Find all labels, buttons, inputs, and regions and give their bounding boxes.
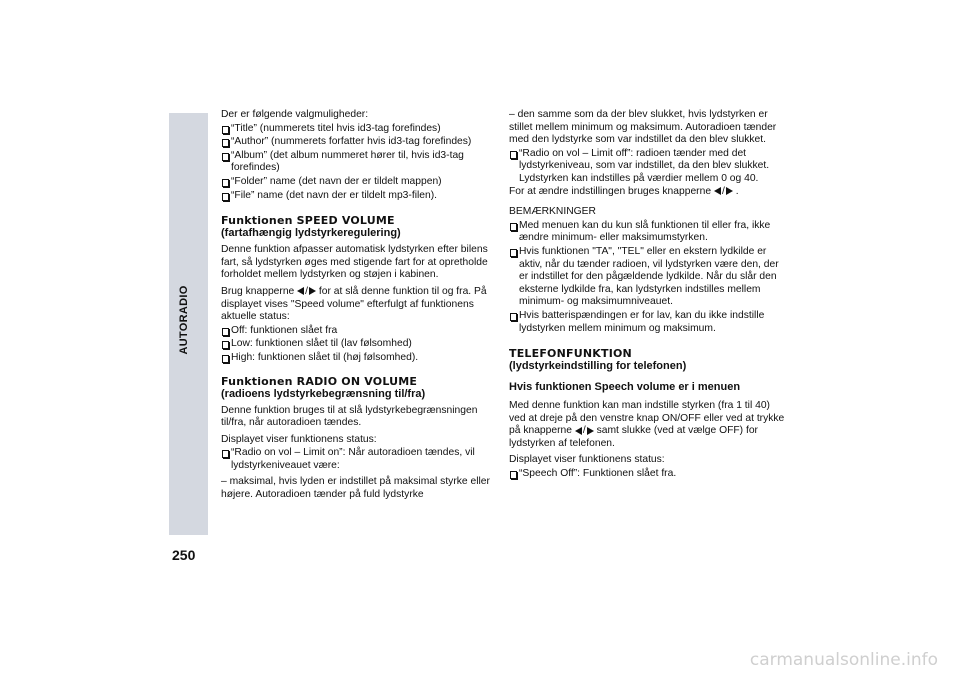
left-right-arrow-icons: / bbox=[714, 186, 733, 199]
section-label-text: AUTORADIO bbox=[178, 285, 190, 355]
note-item: Hvis funktionen "TA", "TEL" eller en ekstern lydkilde er aktiv, når du tænder radioen, vil lydstyrken være den, der er indstillet for den pågældende lydkilde. Når du slår den eksterne lydkilde fra, kan lydstyrken indstilles mellem minimum- og maksimumniveauet. bbox=[509, 246, 786, 309]
option-item: “Title” (nummerets titel hvis id3-tag forefindes) bbox=[221, 123, 497, 136]
speech-status-intro: Displayet viser funktionens status: bbox=[509, 454, 665, 466]
speech-volume-paragraph bbox=[509, 400, 786, 450]
arrow-left-icon bbox=[714, 187, 721, 195]
radio-volume-max-text: – maksimal, hvis lyden er indstillet på maksimal styrke eller højere. Autoradioen tænder på fuld lydstyrke bbox=[221, 476, 490, 501]
speed-volume-paragraph: Denne funktion afpasser automatisk lydstyrken efter bilens fart, så lydstyrken øges med stigende fart for at opretholde forholdet mellem lydstyrken og støjen i kabinen. bbox=[221, 244, 488, 281]
arrow-right-icon bbox=[726, 187, 733, 195]
radio-on-volume-heading: Funktionen RADIO ON VOLUME bbox=[221, 374, 418, 388]
speech-option: “Speech Off”: Funktionen slået fra. bbox=[509, 468, 786, 481]
option-item: “Folder” name (det navn der er tildelt mappen) bbox=[221, 176, 497, 189]
speed-option: Low: funktionen slået til (lav følsomhed) bbox=[221, 338, 497, 351]
note-item: Med menuen kan du kun slå funktionen til eller fra, ikke ændre minimum- eller maksimumstyrken. bbox=[509, 220, 786, 245]
radio-on-volume-subheading: (radioens lydstyrkebegrænsning til/fra) bbox=[221, 387, 426, 400]
speed-volume-subheading: (fartafhængig lydstyrkeregulering) bbox=[221, 227, 401, 240]
option-item: “File” name (det navn der er tildelt mp3-filen). bbox=[221, 190, 497, 203]
change-text-b: . bbox=[735, 185, 739, 197]
speed-option: Off: funktionen slået fra bbox=[221, 325, 497, 338]
page-number: 250 bbox=[172, 547, 196, 563]
notes-heading: BEMÆRKNINGER bbox=[509, 206, 596, 218]
telephone-heading: TELEFONFUNKTION bbox=[509, 347, 632, 361]
instruction-text-a: Brug knapperne bbox=[221, 285, 295, 297]
option-item: “Author” (nummerets forfatter hvis id3-tag forefindes) bbox=[221, 136, 497, 149]
arrow-right-icon bbox=[587, 427, 594, 435]
speed-volume-instruction bbox=[221, 286, 497, 324]
change-setting-instruction bbox=[509, 186, 786, 199]
radio-volume-status-intro: Displayet viser funktionens status: bbox=[221, 433, 377, 445]
left-right-arrow-icons: / bbox=[575, 425, 594, 438]
arrow-right-icon bbox=[309, 287, 316, 295]
speed-option: High: funktionen slået til (høj følsomhed). bbox=[221, 352, 497, 365]
arrow-left-icon bbox=[575, 427, 582, 435]
radio-volume-same-text: – den samme som da der blev slukket, hvis lydstyrken er stillet mellem minimum og maksimum. Autoradioen tænder med den lydstyrke som var indstillet da den blev slukket. bbox=[509, 109, 777, 146]
speech-text-a: Med denne funktion kan man indstille styrken (fra 1 til 40) ved at dreje på den venstre knap ON/OFF eller ved at trykke på knapperne bbox=[509, 400, 785, 437]
radio-volume-option: “Radio on vol – Limit on”: Når autoradioen tændes, vil lydstyrkeniveauet være: bbox=[221, 447, 497, 472]
speed-volume-heading: Funktionen SPEED VOLUME bbox=[221, 214, 395, 228]
left-column bbox=[221, 109, 497, 502]
instruction-text-b: for at slå denne funktion til og fra. På displayet vises "Speed volume" efterfulgt af funktionens aktuelle status: bbox=[221, 285, 487, 323]
watermark: carmanualsonline.info bbox=[749, 650, 938, 670]
note-item: Hvis batterispændingen er for lav, kan du ikke indstille lydstyrken mellem minimum og maksimum. bbox=[509, 310, 786, 335]
option-item: “Album” (det album nummeret hører til, hvis id3-tag forefindes) bbox=[221, 150, 497, 175]
speech-volume-heading: Hvis funktionen Speech volume er i menuen bbox=[509, 381, 741, 394]
right-column bbox=[509, 109, 786, 481]
options-intro: Der er følgende valgmuligheder: bbox=[221, 109, 369, 120]
change-text-a: For at ændre indstillingen bruges knapperne bbox=[509, 185, 712, 197]
radio-volume-paragraph: Denne funktion bruges til at slå lydstyrkebegrænsningen til/fra, når autoradioen tændes. bbox=[221, 404, 478, 429]
speech-text-b: samt slukke (ved at vælge OFF) for lydstyrken af telefonen. bbox=[509, 425, 758, 449]
left-right-arrow-icons: / bbox=[297, 286, 316, 299]
radio-volume-option-off: “Radio on vol – Limit off”: radioen tænder med det lydstyrkeniveau, som var indstillet, da den blev slukket. Lydstyrken kan indstilles på værdier mellem 0 og 40. bbox=[509, 148, 786, 186]
telephone-subheading: (lydstyrkeindstilling for telefonen) bbox=[509, 360, 687, 373]
arrow-left-icon bbox=[297, 287, 304, 295]
